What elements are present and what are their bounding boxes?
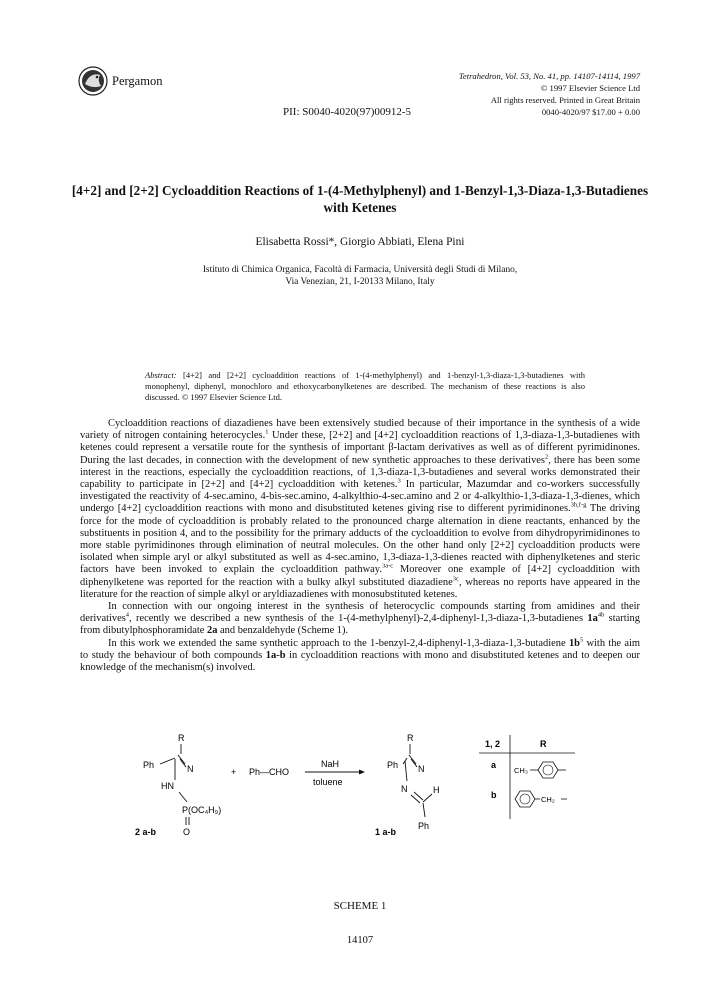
affiliation-line-1: Istituto di Chimica Organica, Facoltà di Farmacia, Università degli Studi di Milano, [202,265,518,275]
scheme-caption: SCHEME 1 [333,900,387,912]
table-header-compounds: 1, 2 [485,739,501,749]
citation-ref: 3c [452,575,459,583]
plus-sign: + [231,767,237,777]
citation-ref: 1 [265,428,269,436]
citation-ref: 2 [545,453,549,461]
phosphoramidate-group: P(OC₄H₉) [182,805,222,815]
substituent-r: R [178,733,185,743]
abstract [145,370,585,403]
body-text [80,418,640,674]
compound-ref: 1a [587,613,598,625]
nitrogen-label: N [401,784,408,794]
citation-ref: 3a-c [381,562,394,570]
article-title: [4+2] and [2+2] Cycloaddition Reactions of 1-(4-Methylphenyl) and 1-Benzyl-1,3-Diaza-1,3-Butadienes with Ketenes [71,183,649,215]
citation-ref: 4b [597,611,605,619]
amine-nh-label: HN [161,781,174,791]
journal-line-price: 0040-4020/97 $17.00 + 0.00 [541,107,640,117]
page-number: 14107 [346,935,374,946]
compound-ref: 2a [206,625,218,637]
benzene-ring-icon [538,762,558,778]
phenyl-label: Ph [387,760,399,770]
journal-line-copyright: © 1997 Elsevier Science Ltd [540,83,640,93]
citation-ref: 3h,f-g [570,501,587,509]
pergamon-logo-icon [78,66,108,96]
table-header-r: R [540,739,547,749]
compound-2-label: 2 a-b [135,827,157,837]
solvent-toluene: toluene [313,777,343,787]
compound-ref: 1a-b [265,649,286,661]
oxygen-label: O [183,827,191,837]
phenyl-label: Ph [143,760,155,770]
substituent-r: R [407,733,414,743]
compound-1-label: 1 a-b [375,827,397,837]
compound-ref: 1b [568,637,580,649]
nitrogen-label: N [187,764,194,774]
row-a-label: a [491,760,497,770]
benzene-ring-icon [515,791,535,807]
nitrogen-label: N [418,764,425,774]
reagent-nah: NaH [321,759,340,769]
author-list: Elisabetta Rossi*, Giorgio Abbiati, Elena Pini [255,236,465,248]
abstract-label: Abstract: [145,370,177,380]
methylene-label: CH₂ [541,795,555,804]
benzaldehyde-label: Ph—CHO [249,767,290,777]
pii-identifier: PII: S0040-4020(97)00912-5 [283,106,412,118]
citation-ref: 4 [125,611,130,619]
paragraph-intro: Cycloaddition reactions of diazadienes have been extensively studied because of their importance in the synthesis of a wide variety of nitrogen containing heterocycles.$^1$ Under these, [2+2] and [4+2] cycloaddition reactions of 1,3-diaza-1,3-butadienes with ketenes could represent a versatile route for the synthesis of important β-lactam derivatives as well as of different pyrimidinones. During the last decades, in connection with the development of new synthetic approaches to these derivatives$^2$, there has been some interest in the reactions, especially the cycloaddition reactions, of 1,3-diaza-1,3-butadienes and several works demonstrated their capability to participate in [2+2] and [4+2] cycloaddition with ketenes.$^3$ In particular, Mazumdar and co-workers successfully investigated the reactivity of 4-sec.amino, 4-bis-sec.amino, 4-alkylthio-4-sec.amino and 2 or 4-alkylthio-1,3-diaza-1,3-dienes, which undergo [4+2] cycloaddition reactions with mono and disubstituted ketenes giving rise to different pyrimidinones.$^{3h,f-g}$ The driving force for the mode of cycloaddition is probably related to the pronounced charge alternation in diene reactants, enhanced by the substituents in position 4, and to the possibility for the primary adducts of the cycloaddition to evolve from dihydropyrimidinones to more stable pyrimidinones through elimination of neutral molecules. On the other hand only [2+2] cycloaddition products were isolated when simple aryl or alkyl substituted as well as 4-sec.amino, 1,3-diaza-1,3-dienes reacted with diphenylketenes and steric factors have been invoked to explain the cycloaddition pathway.$^{3a-c}$ Moreover one example of [4+2] cycloaddition with diphenylketene was reported for the reaction with a bulky alkyl substituted diazadiene$^{3c}$, whereas no reports have appeared in the literature for the reaction of simple alkyl or aryldiazadienes with monosubstituted ketenes. [80,418,641,600]
phenyl-label: Ph [418,821,430,831]
journal-line-rights: All rights reserved. Printed in Great Britain [490,95,640,105]
author-affiliation [60,264,660,288]
hydrogen-label: H [433,785,440,795]
journal-citation [459,70,640,118]
abstract-text: [4+2] and [2+2] cycloaddition reactions of 1-(4-methylphenyl) and 1-benzyl-1,3-diaza-1,3-butadienes with monophenyl, diphenyl, monochloro and ethoxycarbonylketenes are described. The mechanism of these reactions is also discussed. © 1997 Elsevier Science Ltd. [145,370,586,402]
citation-ref: 3 [397,477,401,485]
affiliation-line-2: Via Venezian, 21, I-20133 Milano, Italy [285,277,435,287]
scheme-1-diagram [135,731,605,881]
methyl-label: CH₃ [514,766,528,775]
paragraph-connection: In connection with our ongoing interest in the synthesis of heterocyclic compounds starting from amidines and their derivatives$^4$, recently we described a new synthesis of the 1-(4-methylphenyl)-2,4-diphenyl-1,3-diaza-1,3-butadienes $1a^{4b}$ starting from dibutylphosphoramidate 2a and benzaldehyde (Scheme 1). [80,601,640,637]
paragraph-this-work: In this work we extended the same synthetic approach to the 1-benzyl-2,4-diphenyl-1,3-diaza-1,3-butadiene $1b^5$ with the aim to study the behaviour of both compounds 1a-b in cycloaddition reactions with mono and disubstituted ketenes and to deepen our knowledge of the mechanism(s) involved. [80,636,640,674]
publisher-name: Pergamon [112,74,163,88]
row-b-label: b [491,790,497,800]
journal-line-citation: Tetrahedron, Vol. 53, No. 41, pp. 14107-14114, 1997 [458,71,640,81]
citation-ref: 5 [579,636,584,644]
